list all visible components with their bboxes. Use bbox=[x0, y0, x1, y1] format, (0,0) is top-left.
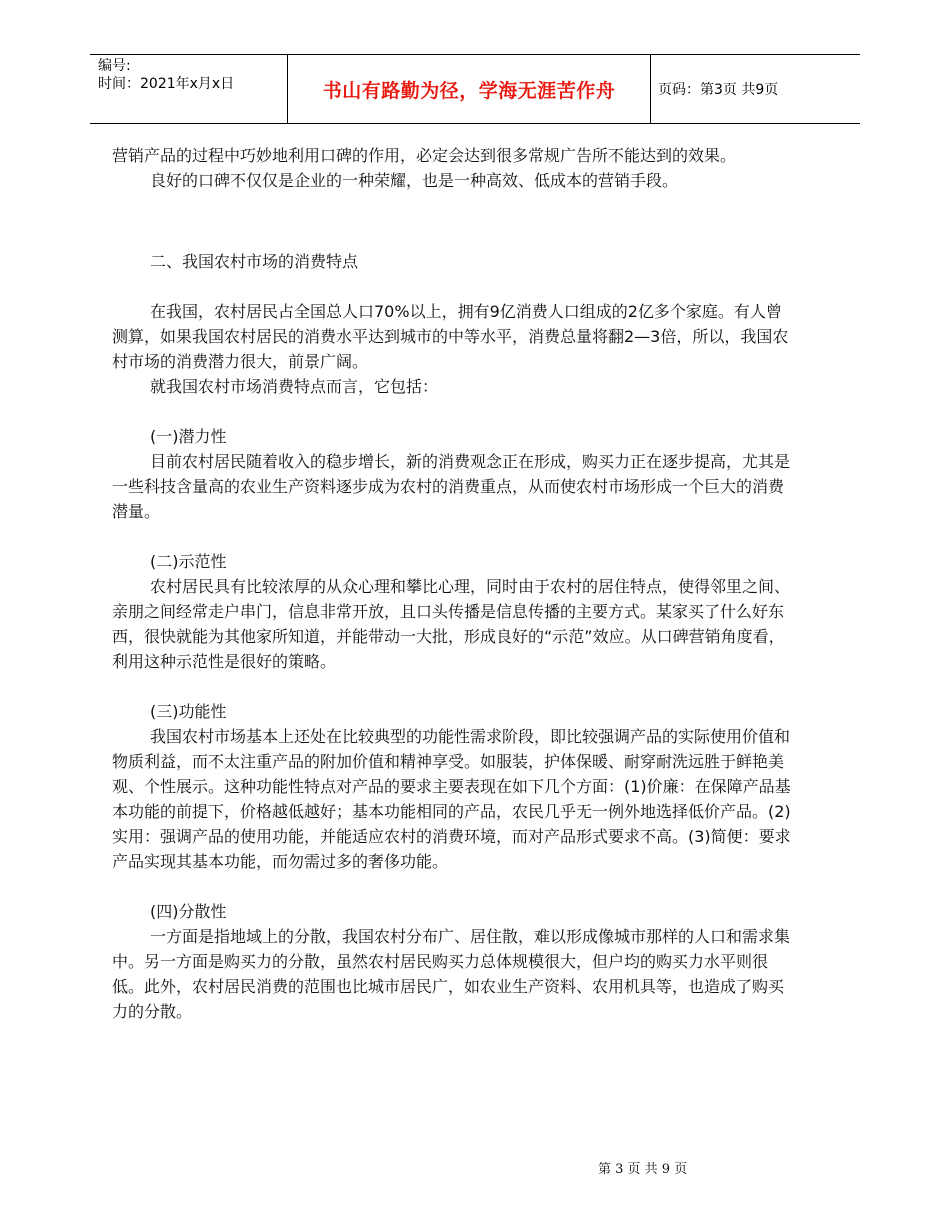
page-footer: 第 3 页 共 9 页 bbox=[598, 1162, 688, 1177]
subsection-title: (二)示范性 bbox=[150, 552, 227, 571]
paragraph: 就我国农村市场消费特点而言，它包括： bbox=[150, 377, 439, 396]
paragraph: 目前农村居民随着收入的稳步增长，新的消费观念正在形成，购买力正在逐步提高，尤其是一些科技含量高的农业生产资料逐步成为农村的消费重点，从而使农村市场形成一个巨大的消费潜量。 bbox=[112, 452, 791, 521]
paragraph: 我国农村市场基本上还处在比较典型的功能性需求阶段，即比较强调产品的实际使用价值和物质利益，而不太注重产品的附加价值和精神享受。如服装，护体保暖、耐穿耐洗远胜于鲜艳美观、个性展示。这种功能性特点对产品的要求主要表现在如下几个方面：(1)价廉：在保障产品基本功能的前提下，价格越低越好；基本功能相同的产品，农民几乎无一例外地选择低价产品。(2)实用：强调产品的使用功能，并能适应农村的消费环境，而对产品形式要求不高。(3)简便：要求产品实现其基本功能，而勿需过多的奢侈功能。 bbox=[112, 727, 791, 871]
paragraph: 良好的口碑不仅仅是企业的一种荣耀，也是一种高效、低成本的营销手段。 bbox=[150, 171, 679, 190]
subsection-title: (一)潜力性 bbox=[150, 427, 227, 446]
subsection-title: (三)功能性 bbox=[150, 702, 227, 721]
header-motto: 书山有路勤为径，学海无涯苦作舟 bbox=[322, 79, 616, 102]
paragraph: 一方面是指地域上的分散，我国农村分布广、居住散，难以形成像城市那样的人口和需求集中。另一方面是购买力的分散，虽然农村居民购买力总体规模很大，但户均的购买力水平则很低。此外，农村居民消费的范围也比城市居民广，如农业生产资料、农用机具等，也造成了购买力的分散。 bbox=[112, 927, 791, 1021]
header-page-info: 页码：第3页 共9页 bbox=[658, 82, 779, 98]
time-label: 时间：2021年x月x日 bbox=[98, 76, 235, 92]
subsection-title: (四)分散性 bbox=[150, 902, 227, 921]
page-header bbox=[90, 54, 860, 124]
paragraph: 在我国，农村居民占全国总人口70%以上，拥有9亿消费人口组成的2亿多个家庭。有人曾测算，如果我国农村居民的消费水平达到城市的中等水平，消费总量将翻2—3倍，所以，我国农村市场的消费潜力很大，前景广阔。 bbox=[112, 302, 789, 371]
section-heading: 二、我国农村市场的消费特点 bbox=[150, 252, 359, 271]
paragraph: 农村居民具有比较浓厚的从众心理和攀比心理，同时由于农村的居住特点，使得邻里之间、亲朋之间经常走户串门，信息非常开放，且口头传播是信息传播的主要方式。某家买了什么好东西，很快就能为其他家所知道，并能带动一大批，形成良好的“示范”效应。从口碑营销角度看，利用这种示范性是很好的策略。 bbox=[112, 577, 791, 671]
header-divider bbox=[650, 55, 651, 123]
header-meta bbox=[98, 57, 288, 93]
number-label: 编号: bbox=[98, 58, 131, 74]
document-body bbox=[112, 143, 792, 1024]
paragraph: 营销产品的过程中巧妙地利用口碑的作用，必定会达到很多常规广告所不能达到的效果。 bbox=[112, 146, 737, 165]
